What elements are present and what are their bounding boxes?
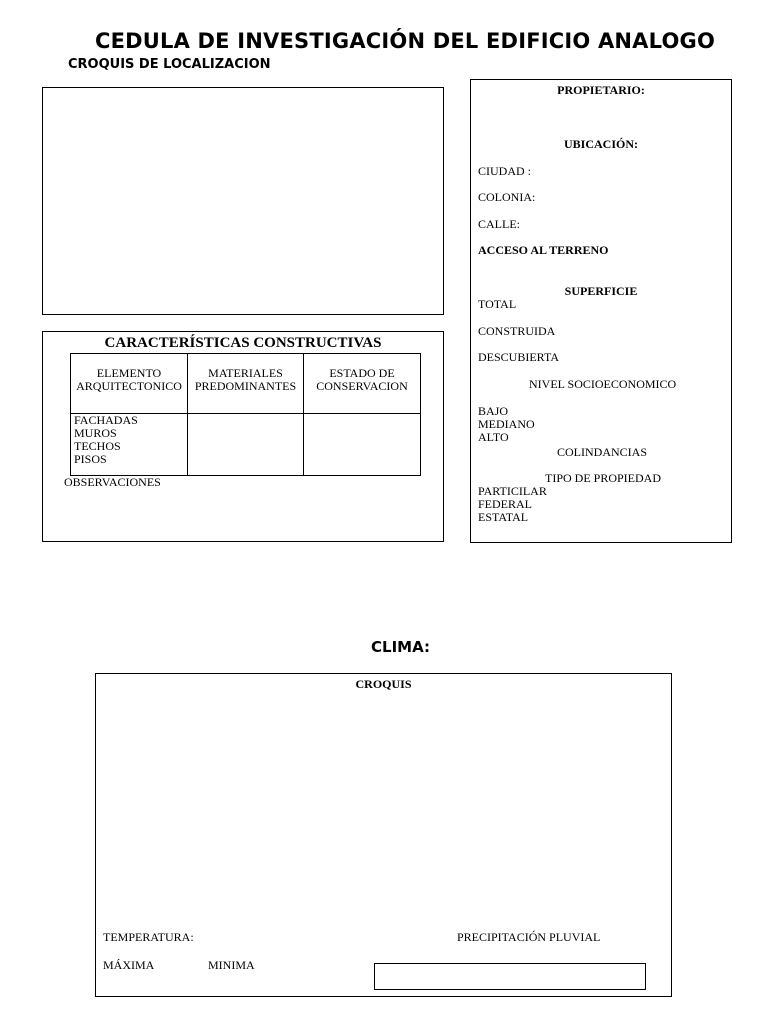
location-sketch-box [42, 87, 444, 315]
nivel-item: ALTO [478, 430, 509, 444]
colonia-label: COLONIA: [478, 190, 536, 204]
header-line: ESTADO DE [329, 366, 395, 380]
descubierta-label: DESCUBIERTA [478, 350, 559, 364]
tipo-item: FEDERAL [478, 497, 532, 511]
propietario-label: PROPIETARIO: [557, 83, 645, 97]
tipo-item: PARTICILAR [478, 484, 547, 498]
ubicacion-label: UBICACIÓN: [563, 137, 638, 151]
observaciones-label: OBSERVACIONES [64, 475, 161, 489]
page-subtitle: CROQUIS DE LOCALIZACION [68, 57, 271, 72]
superficie-label: SUPERFICIE [564, 284, 638, 298]
tipo-item: ESTATAL [478, 510, 529, 524]
caracteristicas-table [70, 353, 421, 476]
precipitacion-label: PRECIPITACIÓN PLUVIAL [457, 930, 601, 944]
clima-colon: : [423, 638, 430, 656]
construida-label: CONSTRUIDA [478, 324, 556, 338]
ciudad-label: CIUDAD : [478, 164, 531, 178]
caracteristicas-title: CARACTERÍSTICAS CONSTRUCTIVAS [104, 335, 382, 351]
nivel-socioeconomico-label: NIVEL SOCIOECONOMICO [529, 377, 677, 391]
table-header [71, 354, 188, 414]
total-label: TOTAL [478, 297, 517, 311]
estado-cell[interactable] [304, 414, 421, 476]
precipitacion-field[interactable] [374, 963, 646, 990]
croquis-label: CROQUIS [355, 677, 412, 691]
clima-heading [371, 638, 430, 656]
elemento-item: MUROS [74, 426, 117, 440]
header-line: ELEMENTO [96, 366, 162, 380]
property-info-panel [470, 79, 732, 543]
nivel-list [478, 405, 535, 444]
materiales-cell[interactable] [188, 414, 304, 476]
temperatura-label: TEMPERATURA: [103, 930, 194, 944]
clima-sketch-box [95, 673, 672, 997]
header-line: CONSERVACION [316, 379, 408, 393]
maxima-label: MÁXIMA [103, 958, 155, 972]
colindancias-label: COLINDANCIAS [557, 445, 647, 459]
minima-label: MINIMA [208, 958, 255, 972]
elemento-item: FACHADAS [74, 413, 138, 427]
acceso-label: ACCESO AL TERRENO [478, 243, 609, 257]
page-title: CEDULA DE INVESTIGACIÓN DEL EDIFICIO ANALOGO [94, 29, 716, 53]
elemento-item: TECHOS [74, 439, 121, 453]
elementos-cell [71, 414, 188, 476]
header-line: MATERIALES [208, 366, 283, 380]
table-header [188, 354, 304, 414]
nivel-item: BAJO [478, 404, 509, 418]
clima-title: CLIMA [371, 638, 424, 656]
tipo-list [478, 485, 547, 524]
elemento-item: PISOS [74, 452, 107, 466]
header-line: ARQUITECTONICO [76, 379, 182, 393]
tipo-propiedad-label: TIPO DE PROPIEDAD [545, 471, 662, 485]
header-line: PREDOMINANTES [194, 379, 297, 393]
table-header [304, 354, 421, 414]
calle-label: CALLE: [478, 217, 520, 231]
nivel-item: MEDIANO [478, 417, 535, 431]
